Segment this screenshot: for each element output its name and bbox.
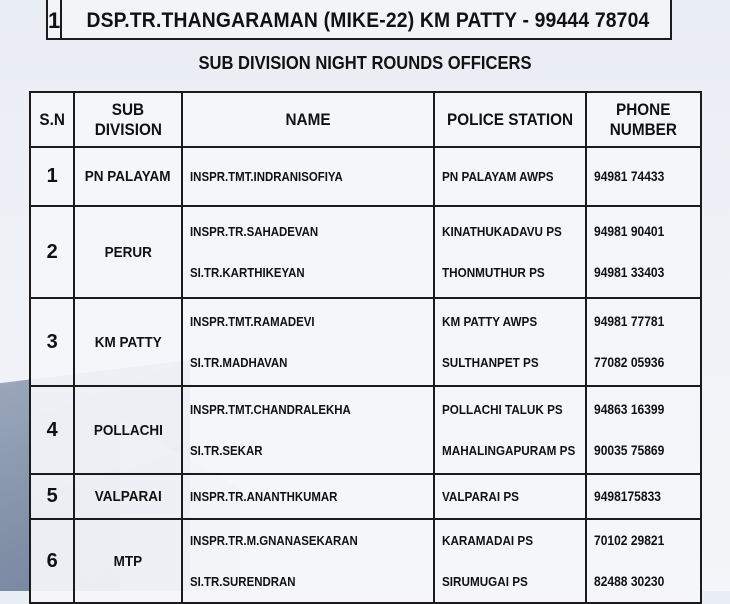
officer-name: INSPR.TMT.CHANDRALEKHA <box>189 402 351 417</box>
row-sub-division: MTP <box>74 519 182 603</box>
table-row <box>30 147 701 206</box>
row-phones <box>586 386 701 474</box>
phone-number: 94981 74433 <box>594 168 665 184</box>
row-stations <box>434 147 586 206</box>
row-names <box>182 298 435 386</box>
phone-number: 77082 05936 <box>594 354 665 370</box>
header-name: NAME <box>182 92 435 147</box>
row-phones <box>586 474 701 519</box>
row-stations <box>434 519 586 603</box>
table-row <box>30 386 701 474</box>
row-sn: 2 <box>30 206 74 298</box>
police-station: POLLACHI TALUK PS <box>442 402 564 417</box>
row-sub-division: KM PATTY <box>74 298 182 386</box>
police-station: KARAMADAI PS <box>442 533 534 548</box>
row-stations <box>434 206 586 298</box>
phone-number: 94981 33403 <box>594 264 665 280</box>
row-stations <box>434 386 586 474</box>
officer-name: SI.TR.SURENDRAN <box>189 574 296 589</box>
row-names <box>182 519 435 603</box>
row-stations <box>434 474 586 519</box>
table-row <box>30 206 701 298</box>
phone-number: 94981 90401 <box>594 223 665 239</box>
police-station: SULTHANPET PS <box>442 355 540 370</box>
row-phones <box>586 147 701 206</box>
row-names <box>182 206 435 298</box>
row-stations <box>434 298 586 386</box>
phone-number: 94981 77781 <box>594 313 665 329</box>
row-names <box>182 147 435 206</box>
police-station: THONMUTHUR PS <box>442 265 546 280</box>
dsp-serial-number: 1 <box>48 0 62 38</box>
dsp-officer-details: DSP.TR.THANGARAMAN (MIKE-22) KM PATTY - 99444 78704 <box>86 9 650 32</box>
row-sub-division: PN PALAYAM <box>74 147 182 206</box>
table-row <box>30 474 701 519</box>
phone-number: 90035 75869 <box>594 442 665 458</box>
header-sub-division: SUB DIVISION <box>74 92 182 147</box>
header-sn: S.N <box>30 92 74 147</box>
row-sn: 1 <box>30 147 74 206</box>
police-station: SIRUMUGAI PS <box>442 574 529 589</box>
row-phones <box>586 519 701 603</box>
table-row <box>30 519 701 603</box>
phone-number: 82488 30230 <box>594 573 665 589</box>
row-names <box>182 474 435 519</box>
police-station: KINATHUKADAVU PS <box>442 224 563 239</box>
officer-name: INSPR.TR.ANANTHKUMAR <box>189 489 338 504</box>
header-police-station: POLICE STATION <box>434 92 586 147</box>
officer-name: SI.TR.MADHAVAN <box>189 355 288 370</box>
phone-number: 9498175833 <box>594 488 662 504</box>
officer-name: INSPR.TR.SAHADEVAN <box>189 224 319 239</box>
table-header-row <box>30 92 701 147</box>
officer-name: INSPR.TR.M.GNANASEKARAN <box>189 533 358 548</box>
header-phone-number: PHONE NUMBER <box>586 92 701 147</box>
phone-number: 70102 29821 <box>594 532 665 548</box>
table-row <box>30 298 701 386</box>
officer-name: INSPR.TMT.INDRANISOFIYA <box>189 169 343 184</box>
police-station: MAHALINGAPURAM PS <box>442 443 576 458</box>
dsp-officer-row <box>46 0 672 40</box>
row-phones <box>586 206 701 298</box>
row-sn: 6 <box>30 519 74 603</box>
row-sn: 5 <box>30 474 74 519</box>
police-station: PN PALAYAM AWPS <box>442 169 555 184</box>
officer-name: SI.TR.SEKAR <box>189 443 263 458</box>
row-phones <box>586 298 701 386</box>
row-sub-division: VALPARAI <box>74 474 182 519</box>
phone-number: 94863 16399 <box>594 401 665 417</box>
officer-name: INSPR.TMT.RAMADEVI <box>189 314 315 329</box>
page-heading: SUB DIVISION NIGHT ROUNDS OFFICERS <box>198 53 532 73</box>
officer-name: SI.TR.KARTHIKEYAN <box>189 265 305 280</box>
row-sn: 3 <box>30 298 74 386</box>
row-sub-division: POLLACHI <box>74 386 182 474</box>
row-sub-division: PERUR <box>74 206 182 298</box>
police-station: KM PATTY AWPS <box>442 314 538 329</box>
row-sn: 4 <box>30 386 74 474</box>
police-station: VALPARAI PS <box>442 489 520 504</box>
night-rounds-table <box>29 91 702 604</box>
row-names <box>182 386 435 474</box>
